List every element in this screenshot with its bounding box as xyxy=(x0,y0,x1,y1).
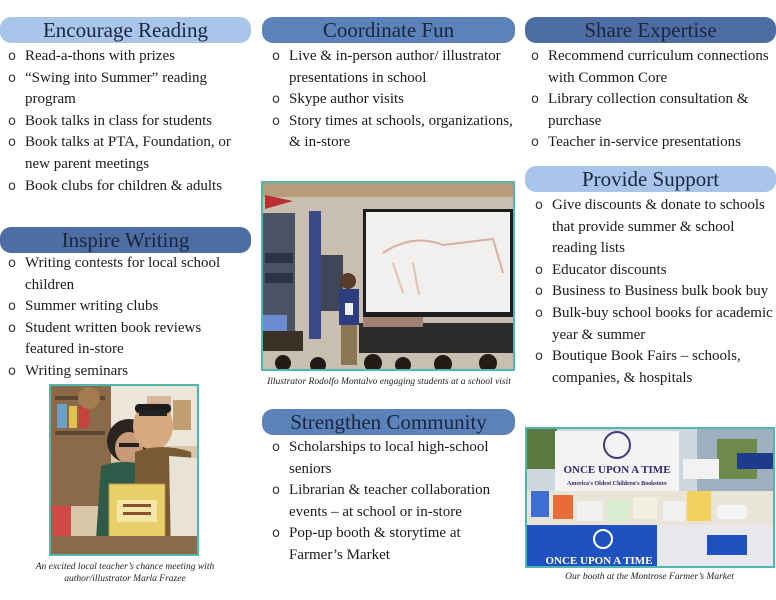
bullet-circle-icon: o xyxy=(8,178,16,194)
list-item: o Boutique Book Fairs – schools, companies, & hospitals xyxy=(535,348,741,386)
list-item: o Library collection consultation & purchase xyxy=(531,91,749,129)
bullet-circle-icon: o xyxy=(8,113,16,129)
list-item: o Writing seminars xyxy=(0,361,252,383)
section-header-inspire-writing: Inspire Writing xyxy=(0,227,251,253)
photo-teacher-and-illustrator-image xyxy=(51,386,197,554)
photo-farmers-market-booth xyxy=(525,427,775,568)
list-item: o Business to Business bulk book buy xyxy=(527,281,776,303)
banner-title-text: ONCE UPON A TIME xyxy=(563,464,671,476)
photo-caption-farmers-market: Our booth at the Montrose Farmer’s Market xyxy=(565,572,734,582)
list-item: o Skype author visits xyxy=(264,89,516,111)
list-item: o Recommend curriculum connections with Common Core xyxy=(531,48,769,86)
bullet-circle-icon: o xyxy=(272,92,280,108)
bullet-circle-icon: o xyxy=(535,198,543,213)
bullet-circle-icon: o xyxy=(272,440,280,455)
section-header-encourage-reading: Encourage Reading xyxy=(0,17,251,43)
encourage-reading-list xyxy=(0,46,252,197)
bullet-circle-icon: o xyxy=(535,262,543,278)
bullet-circle-icon: o xyxy=(535,305,543,321)
list-item: o Story times at schools, organizations, & in-store xyxy=(272,112,513,151)
photo-illustrator-school-visit-image xyxy=(263,183,513,369)
photo-caption-school-visit: Illustrator Rodolfo Montalvo engaging students at a school visit xyxy=(267,377,511,387)
share-expertise-list xyxy=(523,46,776,154)
bullet-circle-icon: o xyxy=(8,299,16,315)
list-item: o Writing contests for local school children xyxy=(8,255,221,293)
photo-illustrator-school-visit xyxy=(261,181,515,371)
bullet-circle-icon: o xyxy=(8,70,16,86)
strengthen-community-list xyxy=(264,437,516,567)
list-item: o Give discounts & donate to schools that provide summer & school reading lists xyxy=(535,197,765,257)
bullet-circle-icon: o xyxy=(535,349,543,365)
list-item: o “Swing into Summer” reading program xyxy=(8,69,208,108)
section-header-provide-support: Provide Support xyxy=(525,166,776,192)
list-item: o Student written book reviews featured in-store xyxy=(8,319,202,358)
bullet-circle-icon: o xyxy=(531,49,539,64)
bullet-circle-icon: o xyxy=(8,135,16,151)
bullet-circle-icon: o xyxy=(8,320,16,336)
provide-support-list xyxy=(527,195,776,389)
bullet-circle-icon: o xyxy=(8,49,16,64)
bullet-circle-icon: o xyxy=(8,256,16,271)
bullet-circle-icon: o xyxy=(531,92,539,108)
bullet-circle-icon: o xyxy=(272,49,280,64)
section-header-coordinate-fun: Coordinate Fun xyxy=(262,17,515,43)
list-item: o Summer writing clubs xyxy=(0,296,252,318)
banner-subtitle-text: America's Oldest Children's Bookstore xyxy=(567,481,667,487)
list-item: o Educator discounts xyxy=(527,260,776,282)
section-header-strengthen-community: Strengthen Community xyxy=(262,409,515,435)
photo-teacher-and-illustrator xyxy=(49,384,199,556)
photo-farmers-market-booth-image xyxy=(527,429,773,566)
photo-caption-teacher-meeting: An excited local teacher’s chance meeting with author/illustrator Marla Frazee xyxy=(35,562,215,584)
bullet-circle-icon: o xyxy=(272,113,280,129)
list-item: o Live & in-person author/ illustrator presentations in school xyxy=(272,48,501,86)
bullet-circle-icon: o xyxy=(535,284,543,300)
tablecloth-text: ONCE UPON A TIME xyxy=(545,555,653,566)
bullet-circle-icon: o xyxy=(272,526,280,542)
bullet-circle-icon: o xyxy=(272,483,280,499)
list-item: o Bulk-buy school books for academic year & summer xyxy=(535,304,773,343)
bullet-circle-icon: o xyxy=(531,135,539,151)
list-item: o Book clubs for children & adults xyxy=(0,176,252,198)
list-item: o Scholarships to local high-school seniors xyxy=(272,439,489,477)
list-item: o Read-a-thons with prizes xyxy=(0,46,252,68)
inspire-writing-list xyxy=(0,253,252,383)
list-item: o Librarian & teacher collaboration events – at school or in-store xyxy=(272,482,491,520)
bullet-circle-icon: o xyxy=(8,363,16,379)
section-header-share-expertise: Share Expertise xyxy=(525,17,776,43)
list-item: o Book talks at PTA, Foundation, or new parent meetings xyxy=(8,134,231,172)
list-item: o Teacher in-service presentations xyxy=(523,132,776,154)
list-item: o Book talks in class for students xyxy=(0,111,252,133)
list-item: o Pop-up booth & storytime at Farmer’s Market xyxy=(272,525,461,563)
coordinate-fun-list xyxy=(264,46,516,154)
